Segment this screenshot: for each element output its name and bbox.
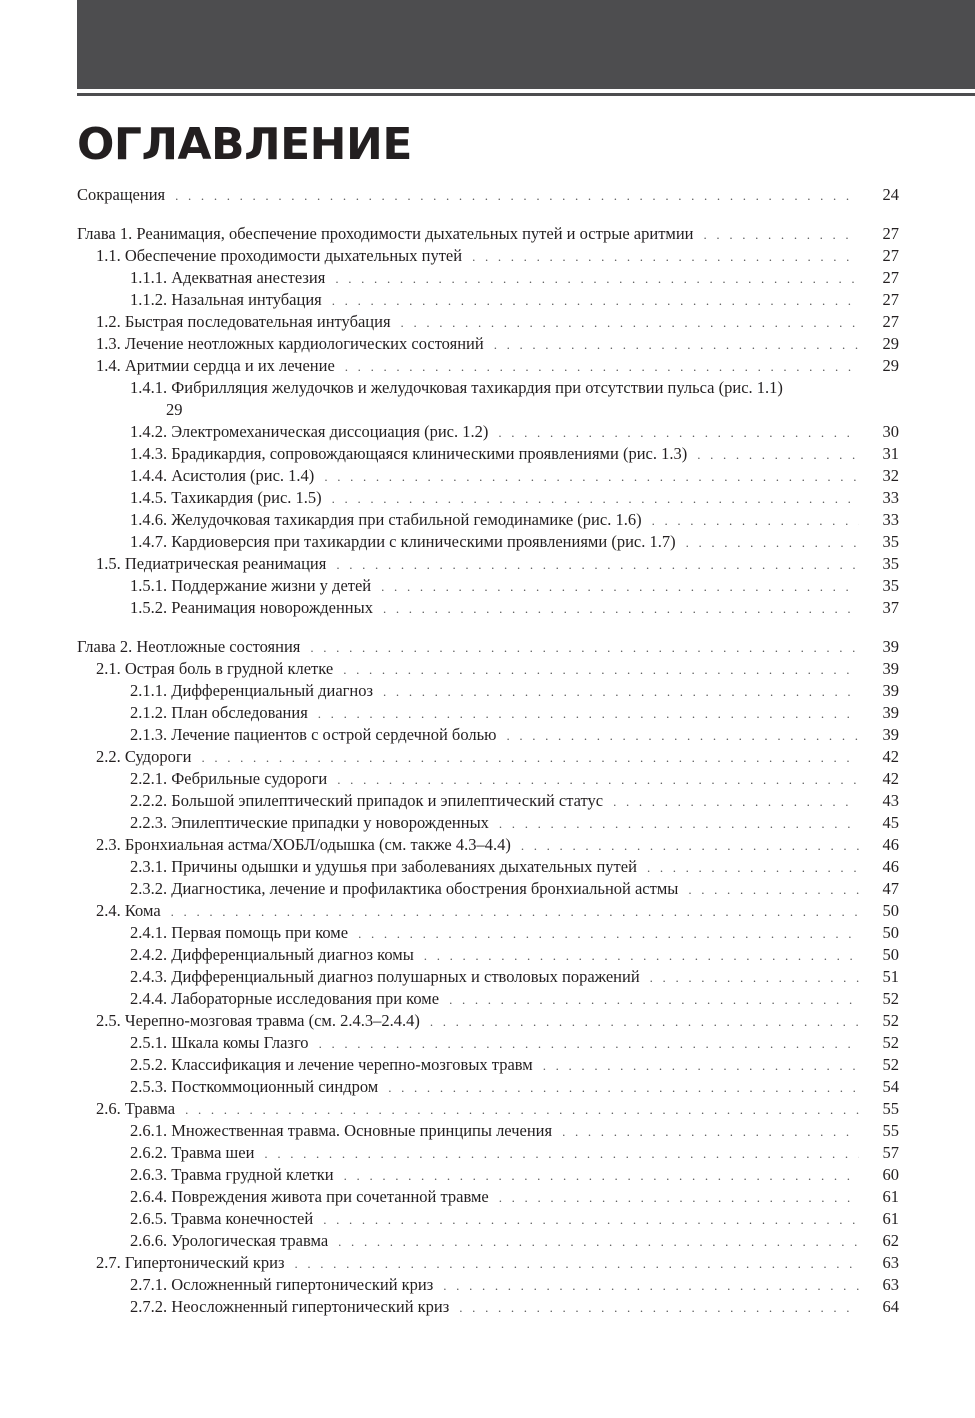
toc-dot-leader	[449, 989, 859, 1011]
toc-entry-page: 52	[882, 1055, 899, 1074]
toc-entry[interactable]	[77, 1296, 899, 1318]
toc-entry-page: 37	[882, 598, 899, 617]
toc-entry-title: 2.2.3. Эпилептические припадки у новорожденных	[130, 813, 489, 832]
toc-entry[interactable]	[77, 790, 899, 812]
toc-entry-page: 50	[882, 901, 899, 920]
toc-dot-leader	[345, 356, 859, 378]
toc-dot-leader	[383, 598, 859, 620]
toc-entry-page: 24	[882, 185, 899, 204]
toc-entry[interactable]	[77, 311, 899, 333]
toc-entry-page: 63	[882, 1275, 899, 1294]
toc-entry-title: 2.6.6. Урологическая травма	[130, 1231, 329, 1250]
toc-entry-title: 1.1.1. Адекватная анестезия	[130, 268, 326, 287]
toc-entry[interactable]	[77, 223, 899, 245]
toc-entry-title: 2.5.3. Посткоммоционный синдром	[130, 1077, 379, 1096]
toc-entry[interactable]	[77, 702, 899, 724]
toc-entry-title: 1.4.5. Тахикардия (рис. 1.5)	[130, 488, 322, 507]
toc-entry[interactable]	[77, 575, 899, 597]
toc-entry-page: 39	[882, 681, 899, 700]
toc-entry-title: 1.3. Лечение неотложных кардиологических состояний	[96, 334, 484, 353]
toc-dot-leader	[388, 1077, 859, 1099]
toc-entry[interactable]	[77, 377, 899, 421]
toc-dot-leader	[494, 334, 859, 356]
toc-dot-leader	[383, 681, 859, 703]
toc-dot-leader	[318, 703, 859, 725]
toc-entry[interactable]	[77, 1230, 899, 1252]
toc-entry-page: 52	[882, 989, 899, 1008]
toc-entry[interactable]	[77, 922, 899, 944]
toc-entry-title: 2.3.1. Причины одышки и удушья при заболеваниях дыхательных путей	[130, 857, 637, 876]
toc-entry-title: 2.6.4. Повреждения живота при сочетанной травме	[130, 1187, 489, 1206]
toc-entry-page: 52	[882, 1033, 899, 1052]
toc-entry[interactable]	[77, 1010, 899, 1032]
toc-entry-title: 2.6.1. Множественная травма. Основные принципы лечения	[130, 1121, 553, 1140]
toc-entry-page: 39	[882, 725, 899, 744]
toc-entry[interactable]	[77, 812, 899, 834]
toc-dot-leader	[344, 1165, 859, 1187]
toc-entry-page: 39	[882, 659, 899, 678]
toc-entry-title: 2.5. Черепно-мозговая травма (см. 2.4.3–2.4.4)	[96, 1011, 420, 1030]
toc-entry-title: 1.5.1. Поддержание жизни у детей	[130, 576, 372, 595]
toc-entry[interactable]	[77, 1186, 899, 1208]
toc-entry-page: 47	[882, 879, 899, 898]
toc-entry-page: 32	[882, 466, 899, 485]
toc-dot-leader	[613, 791, 859, 813]
toc-entry-title: 1.4.2. Электромеханическая диссоциация (рис. 1.2)	[130, 422, 489, 441]
toc-dot-leader	[652, 510, 859, 532]
toc-entry[interactable]	[77, 988, 899, 1010]
toc-entry-page: 61	[882, 1187, 899, 1206]
toc-entry-page: 62	[882, 1231, 899, 1250]
toc-entry[interactable]	[77, 636, 899, 658]
toc-entry-title: 2.4.1. Первая помощь при коме	[130, 923, 349, 942]
toc-dot-leader	[499, 1187, 859, 1209]
toc-dot-leader	[647, 857, 859, 879]
toc-entry-title: 2.1.2. План обследования	[130, 703, 308, 722]
toc-entry-page: 35	[882, 532, 899, 551]
toc-entry[interactable]	[77, 487, 899, 509]
toc-entry-title: 2.7.2. Неосложненный гипертонический криз	[130, 1297, 450, 1316]
toc-entry-title: 2.7. Гипертонический криз	[96, 1253, 285, 1272]
toc-dot-leader	[337, 769, 859, 791]
toc-entry[interactable]	[77, 289, 899, 311]
toc-entry-title: 2.5.1. Шкала комы Глазго	[130, 1033, 309, 1052]
toc-entry-page: 55	[882, 1121, 899, 1140]
toc-entry[interactable]	[77, 1098, 899, 1120]
toc-entry-page: 57	[882, 1143, 899, 1162]
toc-entry-page: 46	[882, 835, 899, 854]
toc-entry-page: 55	[882, 1099, 899, 1118]
toc-entry-title: 1.4.3. Брадикардия, сопровождающаяся клиническими проявлениями (рис. 1.3)	[130, 444, 688, 463]
toc-entry-title: Глава 1. Реанимация, обеспечение проходимости дыхательных путей и острые аритмии	[77, 224, 694, 243]
toc-dot-leader	[335, 268, 859, 290]
toc-entry[interactable]	[77, 878, 899, 900]
toc-entry-title: 1.4.4. Асистолия (рис. 1.4)	[130, 466, 315, 485]
toc-entry-title: 2.4. Кома	[96, 901, 161, 920]
toc-dot-leader	[401, 312, 859, 334]
toc-dot-leader	[264, 1143, 859, 1165]
toc-entry-title: 1.4.7. Кардиоверсия при тахикардии с клиническими проявлениями (рис. 1.7)	[130, 532, 676, 551]
toc-entry[interactable]	[77, 355, 899, 377]
toc-dot-leader	[310, 637, 859, 659]
toc-dot-leader	[424, 945, 859, 967]
toc-entry-page: 63	[882, 1253, 899, 1272]
toc-entry-title: 2.2.1. Фебрильные судороги	[130, 769, 328, 788]
toc-entry[interactable]	[77, 724, 899, 746]
toc-entry-title: 2.6. Травма	[96, 1099, 176, 1118]
toc-dot-leader	[185, 1099, 859, 1121]
toc-entry-page: 50	[882, 945, 899, 964]
toc-entry-page: 27	[882, 224, 899, 243]
toc-entry-page: 39	[882, 703, 899, 722]
toc-entry-page: 33	[882, 510, 899, 529]
toc-dot-leader	[430, 1011, 859, 1033]
toc-entry-page: 45	[882, 813, 899, 832]
toc-entry-page: 35	[882, 554, 899, 573]
toc-entry[interactable]	[77, 1032, 899, 1054]
toc-entry[interactable]	[77, 944, 899, 966]
toc-dot-leader	[650, 967, 859, 989]
toc-entry-page: 52	[882, 1011, 899, 1030]
toc-entry-page: 33	[882, 488, 899, 507]
toc-dot-leader	[697, 444, 859, 466]
toc-dot-leader	[498, 422, 859, 444]
toc-dot-leader	[323, 1209, 859, 1231]
toc-entry[interactable]	[77, 658, 899, 680]
toc-entry[interactable]	[77, 553, 899, 575]
toc-group	[77, 184, 899, 206]
toc-entry-page: 27	[882, 246, 899, 265]
toc-entry-page: 42	[882, 747, 899, 766]
toc-entry-page: 60	[882, 1165, 899, 1184]
toc-entry-page: 27	[882, 290, 899, 309]
toc-entry[interactable]	[77, 333, 899, 355]
toc-entry-title: 1.5.2. Реанимация новорожденных	[130, 598, 373, 617]
toc-entry-page: 27	[882, 312, 899, 331]
toc-entry-page: 43	[882, 791, 899, 810]
toc-entry[interactable]	[77, 509, 899, 531]
toc-entry[interactable]	[77, 1274, 899, 1296]
toc-entry-page: 29	[166, 400, 183, 419]
toc-entry-title: 2.3.2. Диагностика, лечение и профилактика обострения бронхиальной астмы	[130, 879, 679, 898]
toc-entry-title: 1.1. Обеспечение проходимости дыхательных путей	[96, 246, 463, 265]
toc-entry[interactable]	[77, 597, 899, 619]
toc-dot-leader	[358, 923, 859, 945]
toc-entry[interactable]	[77, 1142, 899, 1164]
toc-entry[interactable]	[77, 1208, 899, 1230]
toc-entry-title: 2.7.1. Осложненный гипертонический криз	[130, 1275, 434, 1294]
toc-dot-leader	[294, 1253, 859, 1275]
toc-entry-page: 39	[882, 637, 899, 656]
toc-entry[interactable]	[77, 245, 899, 267]
toc-entry-title: 2.2.2. Большой эпилептический припадок и эпилептический статус	[130, 791, 604, 810]
toc-entry-page: 27	[882, 268, 899, 287]
toc-dot-leader	[381, 576, 859, 598]
toc-entry[interactable]	[77, 966, 899, 988]
toc-dot-leader	[562, 1121, 859, 1143]
toc-entry[interactable]	[77, 531, 899, 553]
toc-entry-title: 2.1.3. Лечение пациентов с острой сердечной болью	[130, 725, 497, 744]
toc-entry-title: 2.4.3. Дифференциальный диагноз полушарных и стволовых поражений	[130, 967, 640, 986]
toc-entry-page: 31	[882, 444, 899, 463]
toc-entry-title: 1.4. Аритмии сердца и их лечение	[96, 356, 335, 375]
toc-entry[interactable]	[77, 680, 899, 702]
toc-entry-page: 29	[882, 334, 899, 353]
toc-entry-title: 2.3. Бронхиальная астма/ХОБЛ/одышка (см. также 4.3–4.4)	[96, 835, 511, 854]
toc-entry[interactable]	[77, 267, 899, 289]
toc-entry-page: 50	[882, 923, 899, 942]
toc-entry-title: 2.1. Острая боль в грудной клетке	[96, 659, 334, 678]
toc-entry-title: 2.4.2. Дифференциальный диагноз комы	[130, 945, 414, 964]
toc-dot-leader	[443, 1275, 859, 1297]
toc-entry-title: Сокращения	[77, 185, 166, 204]
toc-entry-title: Глава 2. Неотложные состояния	[77, 637, 301, 656]
toc-entry-page: 29	[882, 356, 899, 375]
toc-entry-title: 1.2. Быстрая последовательная интубация	[96, 312, 391, 331]
toc-entry-title: 2.6.5. Травма конечностей	[130, 1209, 314, 1228]
toc-entry[interactable]	[77, 834, 899, 856]
toc-entry[interactable]	[77, 1120, 899, 1142]
toc-dot-leader	[336, 554, 859, 576]
toc-entry-page: 30	[882, 422, 899, 441]
toc-entry[interactable]	[77, 443, 899, 465]
toc-entry[interactable]	[77, 746, 899, 768]
toc-entry[interactable]	[77, 900, 899, 922]
toc-entry-page: 42	[882, 769, 899, 788]
toc-dot-leader	[332, 290, 859, 312]
toc-entry[interactable]	[77, 184, 899, 206]
toc-entry[interactable]	[77, 1076, 899, 1098]
header-rule	[77, 93, 975, 96]
toc-entry-title: 1.4.1. Фибрилляция желудочков и желудочковая тахикардия при отсутствии пульса (рис. 1.1)	[130, 378, 783, 397]
toc-entry-title: 1.4.6. Желудочковая тахикардия при стабильной гемодинамике (рис. 1.6)	[130, 510, 642, 529]
toc-dot-leader	[319, 1033, 859, 1055]
table-of-contents	[77, 184, 899, 1318]
toc-entry[interactable]	[77, 1054, 899, 1076]
toc-dot-leader	[171, 901, 859, 923]
toc-entry[interactable]	[77, 1164, 899, 1186]
toc-entry[interactable]	[77, 465, 899, 487]
header-bar	[77, 0, 975, 89]
toc-entry-title: 2.4.4. Лабораторные исследования при коме	[130, 989, 440, 1008]
toc-dot-leader	[704, 224, 859, 246]
toc-entry-title: 1.1.2. Назальная интубация	[130, 290, 322, 309]
toc-dot-leader	[175, 185, 859, 207]
toc-group	[77, 636, 899, 1318]
toc-dot-leader	[324, 466, 859, 488]
toc-dot-leader	[506, 725, 859, 747]
toc-entry-title: 2.6.2. Травма шеи	[130, 1143, 255, 1162]
toc-entry-title: 2.1.1. Дифференциальный диагноз	[130, 681, 374, 700]
toc-dot-leader	[332, 488, 859, 510]
toc-entry-page: 54	[882, 1077, 899, 1096]
toc-entry-title: 2.6.3. Травма грудной клетки	[130, 1165, 334, 1184]
toc-entry-page: 51	[882, 967, 899, 986]
toc-dot-leader	[688, 879, 859, 901]
page-title: ОГЛАВЛЕНИЕ	[77, 119, 412, 170]
toc-entry[interactable]	[77, 768, 899, 790]
toc-entry-page: 61	[882, 1209, 899, 1228]
toc-dot-leader	[686, 532, 859, 554]
toc-entry-title: 1.5. Педиатрическая реанимация	[96, 554, 327, 573]
toc-entry[interactable]	[77, 856, 899, 878]
toc-dot-leader	[459, 1297, 859, 1319]
toc-entry[interactable]	[77, 1252, 899, 1274]
toc-dot-leader	[343, 659, 859, 681]
toc-dot-leader	[521, 835, 859, 857]
toc-dot-leader	[338, 1231, 859, 1253]
toc-dot-leader	[201, 747, 859, 769]
toc-group	[77, 223, 899, 619]
toc-dot-leader	[472, 246, 859, 268]
toc-entry-title: 2.2. Судороги	[96, 747, 192, 766]
toc-entry[interactable]	[77, 421, 899, 443]
toc-entry-page: 64	[882, 1297, 899, 1316]
toc-entry-page: 46	[882, 857, 899, 876]
toc-dot-leader	[543, 1055, 859, 1077]
toc-entry-page: 35	[882, 576, 899, 595]
toc-dot-leader	[499, 813, 859, 835]
toc-entry-title: 2.5.2. Классификация и лечение черепно-мозговых травм	[130, 1055, 533, 1074]
